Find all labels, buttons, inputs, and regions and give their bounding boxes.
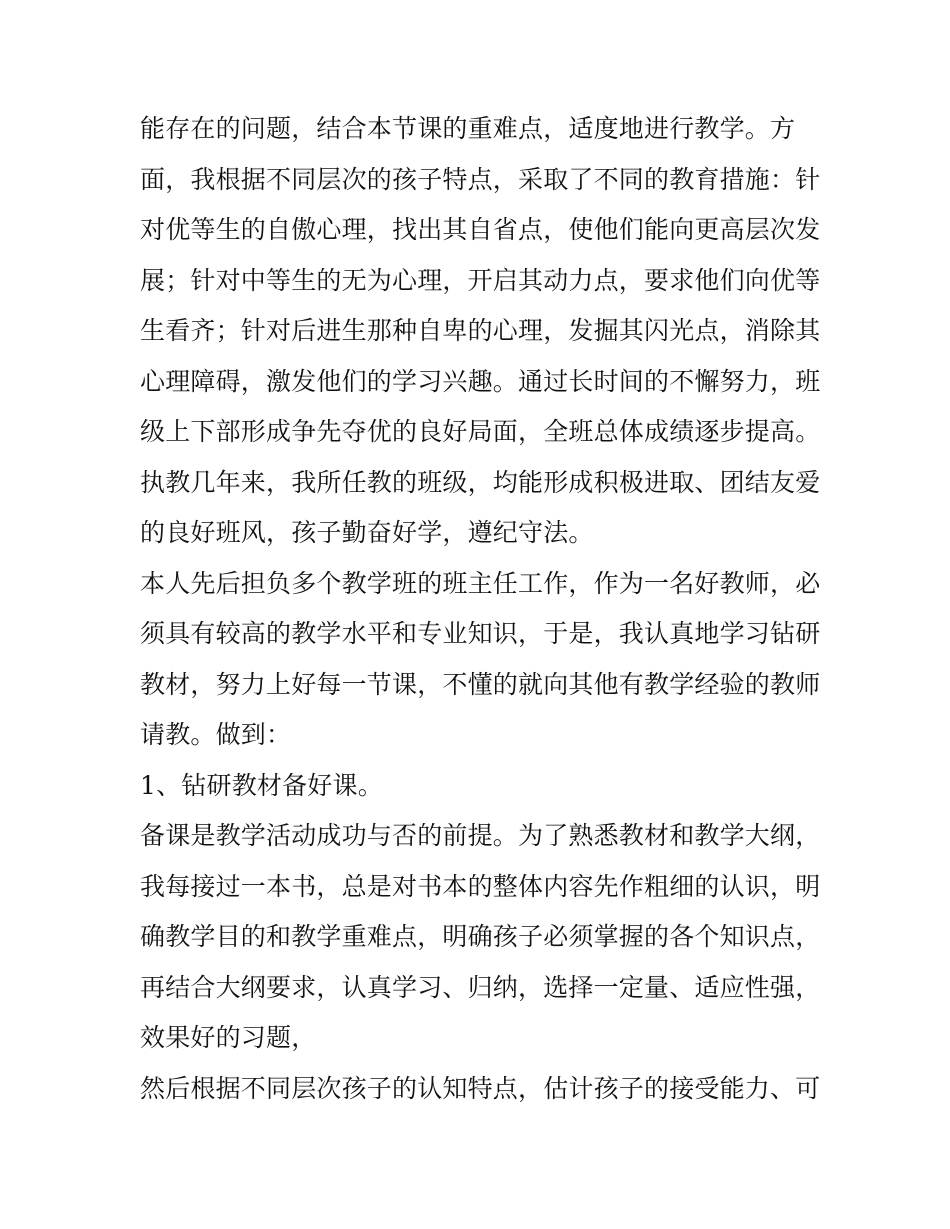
text-line: 能存在的问题，结合本节课的重难点，适度地进行教学。方 bbox=[140, 114, 796, 143]
text-line: 本人先后担负多个教学班的班主任工作，作为一名好教师，必 bbox=[140, 568, 820, 598]
text-line: 生看齐；针对后进生那种自卑的心理，发掘其闪光点，消除其 bbox=[140, 316, 820, 345]
text-line: 展；针对中等生的无为心理，开启其动力点，要求他们向优等 bbox=[140, 265, 820, 295]
text-line: 对优等生的自傲心理，找出其自省点，使他们能向更高层次发 bbox=[140, 215, 820, 244]
text-line: 面，我根据不同层次的孩子特点，采取了不同的教育措施：针 bbox=[140, 164, 820, 194]
text-line: 备课是教学活动成功与否的前提。为了熟悉教材和教学大纲， bbox=[140, 821, 820, 850]
text-line: 效果好的习题， bbox=[140, 1023, 317, 1052]
text-line: 的良好班风，孩子勤奋好学，遵纪守法。 bbox=[140, 518, 594, 547]
list-item-heading: 1、钻研教材备好课。 bbox=[140, 770, 383, 800]
text-line: 我每接过一本书，总是对书本的整体内容先作粗细的认识，明 bbox=[140, 871, 820, 901]
text-line: 教材，努力上好每一节课，不懂的就向其他有教学经验的教师 bbox=[140, 669, 820, 699]
text-line: 再结合大纲要求，认真学习、归纳，选择一定量、适应性强， bbox=[140, 972, 820, 1002]
text-line: 执教几年来，我所任教的班级，均能形成积极进取、团结友爱 bbox=[140, 467, 820, 497]
text-line: 须具有较高的教学水平和专业知识，于是，我认真地学习钻研 bbox=[140, 619, 820, 648]
text-line: 级上下部形成争先夺优的良好局面，全班总体成绩逐步提高。 bbox=[140, 417, 820, 446]
body-text bbox=[140, 104, 820, 1114]
text-line: 然后根据不同层次孩子的认知特点，估计孩子的接受能力、可 bbox=[140, 1073, 820, 1103]
text-line: 心理障碍，激发他们的学习兴趣。通过长时间的不懈努力，班 bbox=[140, 366, 820, 396]
text-line: 确教学目的和教学重难点，明确孩子必须掌握的各个知识点， bbox=[140, 922, 820, 951]
text-line: 请教。做到： bbox=[140, 720, 292, 749]
